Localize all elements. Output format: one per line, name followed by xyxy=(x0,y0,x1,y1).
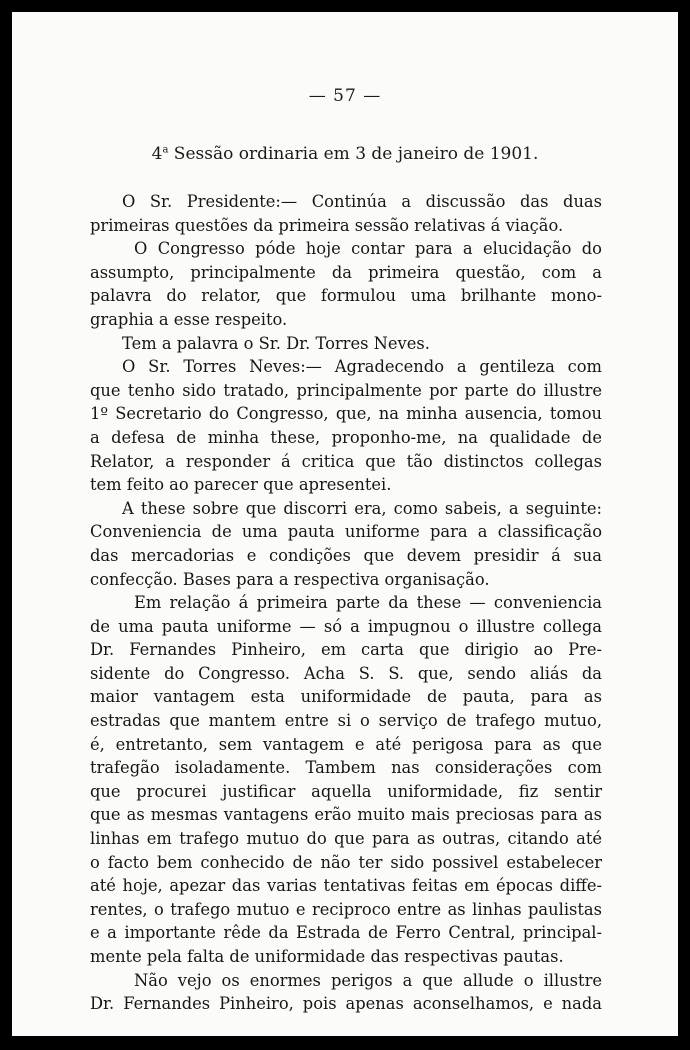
text-line: sidente do Congresso. Acha S. S. que, sendo aliás da xyxy=(90,663,602,683)
text-line: A these sobre que discorri era, como sabeis, a seguinte: xyxy=(122,498,602,518)
text-line: trafegão isoladamente. Tambem nas considerações com xyxy=(90,758,602,778)
text-line: até hoje, apezar das varias tentativas feitas em épocas diffe- xyxy=(90,876,602,896)
text-line: linhas em trafego mutuo do que para as outras, citando até xyxy=(90,829,602,849)
text-line: Tem a palavra o Sr. Dr. Torres Neves. xyxy=(122,333,430,353)
session-ordinal: 4 xyxy=(151,144,163,164)
text-line: a defesa de minha these, proponho-me, na qualidade de xyxy=(90,427,602,447)
text-line: de uma pauta uniforme — só a impugnou o illustre collega xyxy=(90,616,602,636)
text-line: mente pela falta de uniformidade das respectivas pautas. xyxy=(90,947,564,966)
text-line: assumpto, principalmente da primeira questão, com a xyxy=(90,262,602,282)
text-line: Dr. Fernandes Pinheiro, pois apenas aconselhamos, e nada xyxy=(90,994,602,1014)
text-line: O Sr. Torres Neves:— Agradecendo a gentileza com xyxy=(122,357,602,377)
text-line: Relator, a responder á critica que tão distinctos collegas xyxy=(90,451,602,471)
text-line: O Sr. Presidente:— Continúa a discussão das duas xyxy=(122,192,602,211)
book-page xyxy=(12,12,678,1036)
text-line: Em relação á primeira parte da these — conveniencia xyxy=(134,593,602,613)
text-line: Conveniencia de uma pauta uniforme para a classificação xyxy=(90,522,602,542)
text-line: confecção. Bases para a respectiva organisação. xyxy=(90,569,490,589)
text-line: e a importante rêde da Estrada de Ferro Central, principal- xyxy=(90,923,602,943)
body-text xyxy=(90,190,602,1016)
text-line: Dr. Fernandes Pinheiro, em carta que dirigio ao Pre- xyxy=(90,640,602,660)
text-line: que as mesmas vantagens erão muito mais preciosas para as xyxy=(90,805,602,825)
page-number: — 57 — xyxy=(308,86,382,106)
text-line: tem feito ao parecer que apresentei. xyxy=(90,475,392,495)
text-line: O Congresso póde hoje contar para a elucidação do xyxy=(134,239,602,259)
session-ordinal-suffix: a xyxy=(162,144,169,156)
session-title-text: Sessão ordinaria em 3 de janeiro de 1901. xyxy=(168,144,539,164)
session-title xyxy=(12,144,678,164)
text-line: rentes, o trafego mutuo e reciproco entre as linhas paulistas xyxy=(90,899,602,919)
text-line: primeiras questões da primeira sessão relativas á viação. xyxy=(90,215,564,235)
text-line: é, entretanto, sem vantagem e até perigosa para as que xyxy=(90,734,602,754)
text-line: palavra do relator, que formulou uma brilhante mono- xyxy=(90,286,602,306)
text-line: Não vejo os enormes perigos a que allude o illustre xyxy=(134,970,602,990)
text-line: graphia a esse respeito. xyxy=(90,309,288,329)
text-line: estradas que mantem entre si o serviço de trafego mutuo, xyxy=(90,711,602,731)
text-line: que tenho sido tratado, principalmente por parte do illustre xyxy=(90,380,602,400)
text-line: o facto bem conhecido de não ter sido possivel estabelecer xyxy=(90,852,602,872)
text-line: que procurei justificar aquella uniformidade, fiz sentir xyxy=(90,781,602,801)
text-line: maior vantagem esta uniformidade de pauta, para as xyxy=(90,687,602,707)
text-line: das mercadorias e condições que devem presidir á sua xyxy=(90,545,602,565)
text-line: 1º Secretario do Congresso, que, na minha ausencia, tomou xyxy=(90,404,602,424)
